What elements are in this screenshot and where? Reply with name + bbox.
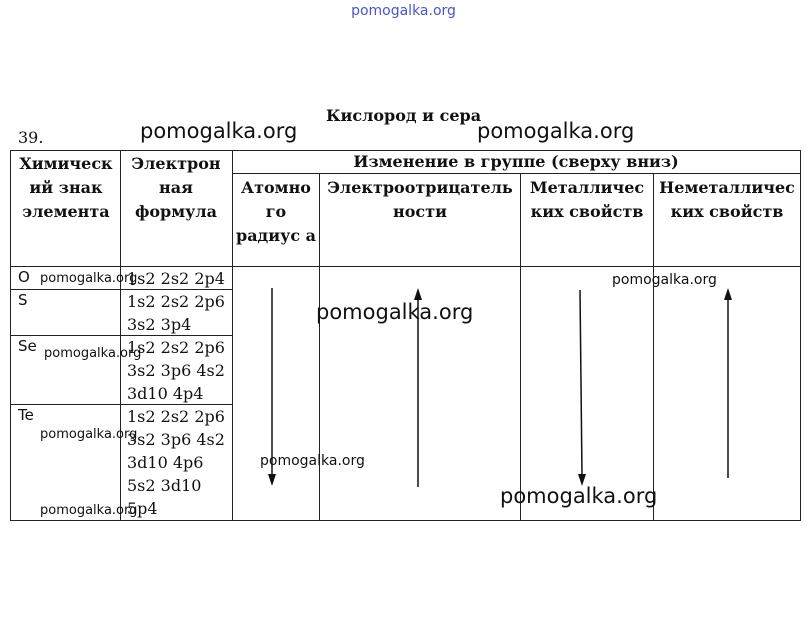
header-symbol: Химическ ий знак элемента <box>19 154 113 221</box>
watermark: pomogalka.org <box>40 271 138 286</box>
header-nonmetallic: Неметалличес ких свойств <box>659 178 795 221</box>
watermark: pomogalka.org <box>44 346 142 361</box>
header-formula: Электрон ная формула <box>131 154 221 221</box>
watermark: pomogalka.org <box>500 484 658 508</box>
element-symbol: O <box>18 268 30 286</box>
page-title: Кислород и сера <box>325 106 482 125</box>
element-symbol: Se <box>18 337 37 355</box>
header-group-change: Изменение в группе (сверху вниз) <box>353 152 679 171</box>
site-header-link[interactable]: pomogalka.org <box>351 3 456 19</box>
watermark: pomogalka.org <box>40 503 138 518</box>
task-number: 39. <box>18 128 44 147</box>
element-symbol: Te <box>18 406 34 424</box>
metallic-arrow-down <box>578 290 586 486</box>
electron-formula: 1s2 2s2 2p6 3s2 3p6 4s2 3d10 4p6 5s2 3d10 5p4 <box>127 407 225 518</box>
electron-formula: 1s2 2s2 2p6 3s2 3p4 <box>127 292 225 334</box>
watermark: pomogalka.org <box>612 272 717 288</box>
header-metallic: Металличес ких свойств <box>529 178 645 221</box>
watermark: pomogalka.org <box>260 453 365 469</box>
element-symbol: S <box>18 291 28 309</box>
electron-formula: 1s2 2s2 2p4 <box>127 269 225 288</box>
watermark: pomogalka.org <box>140 119 298 143</box>
electron-formula: 1s2 2s2 2p6 3s2 3p6 4s2 3d10 4p4 <box>127 338 225 403</box>
header-electronegativity: Электроотрицатель ности <box>327 178 513 221</box>
watermark: pomogalka.org <box>40 427 138 442</box>
header-atomic-radius: Атомно го радиус а <box>236 178 317 245</box>
nonmetallic-arrow-up <box>724 288 732 478</box>
watermark: pomogalka.org <box>316 300 474 324</box>
watermark: pomogalka.org <box>477 119 635 143</box>
